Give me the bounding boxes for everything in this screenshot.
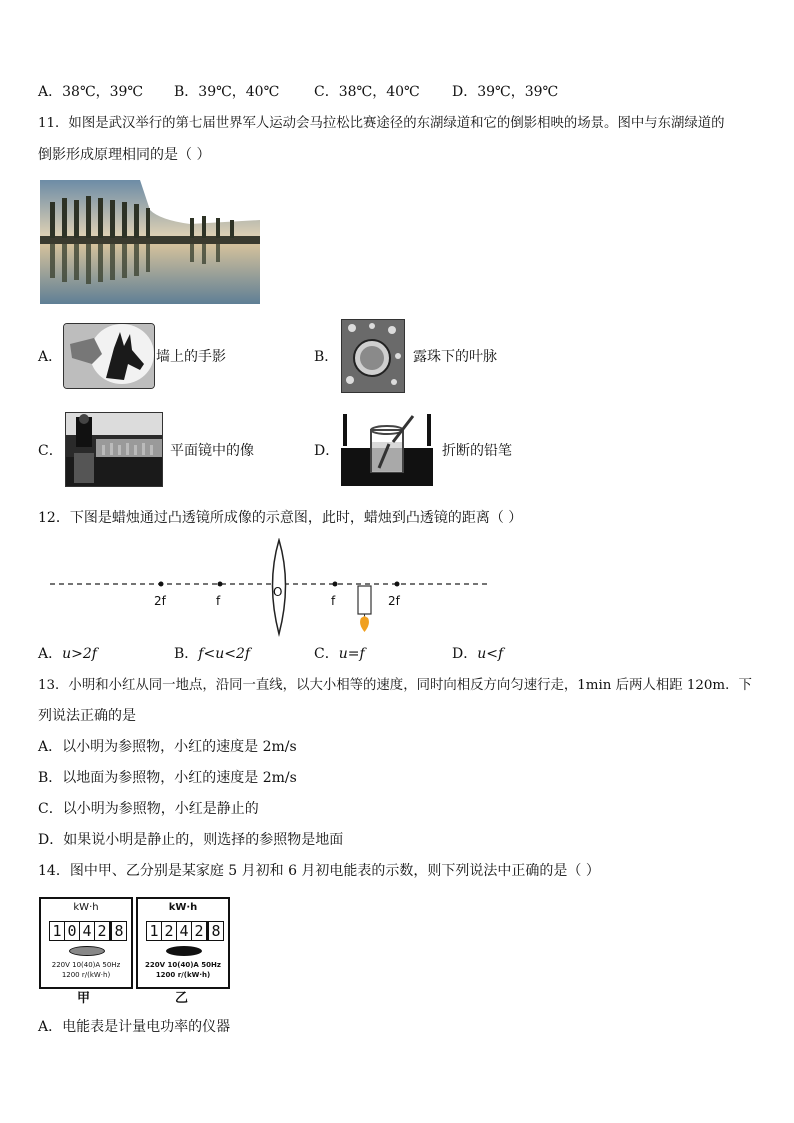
lake-reflection-photo: [40, 180, 260, 304]
q13-option-a: A．以小明为参照物，小红的速度是 2m/s: [38, 739, 297, 755]
q14-option-a: A．电能表是计量电功率的仪器: [38, 1019, 231, 1035]
bent-pencil-image: [341, 412, 433, 486]
q10-option-d: D．39℃，39℃: [452, 84, 559, 100]
meter-jia-digit: 8: [110, 922, 126, 940]
meter-yi-digit: 8: [207, 922, 223, 940]
q11-question-line1: 11．如图是武汉举行的第七届世界军人运动会马拉松比赛途径的东湖绿道和它的倒影相映的场景。图中与东湖绿道的: [38, 116, 725, 131]
q14-question-line1: 14．图中甲、乙分别是某家庭 5 月初和 6 月初电能表的示数，则下列说法中正确的是（ ）: [38, 863, 600, 879]
meter-yi-digit: 4: [177, 922, 192, 940]
meter-yi-disc: [166, 946, 202, 956]
q10-option-b: B．39℃，40℃: [174, 84, 280, 100]
point-right-f: [333, 582, 338, 587]
q12-option-b: B．f<u<2f: [174, 646, 251, 662]
meter-jia-digit: 4: [80, 922, 95, 940]
plane-mirror-image: [65, 412, 163, 487]
label-left-f: f: [216, 594, 221, 608]
q12-question-line1: 12．下图是蜡烛通过凸透镜所成像的示意图，此时，蜡烛到凸透镜的距离（ ）: [38, 510, 523, 526]
meter-jia-digit: 0: [65, 922, 80, 940]
meter-jia-digit: 1: [50, 922, 65, 940]
q11-option-c-key: C．: [38, 443, 63, 459]
meter-yi-digit: 1: [147, 922, 162, 940]
meter-jia-label: 甲: [77, 991, 91, 1006]
candle-flame: [360, 616, 369, 632]
meter-yi-label: 乙: [175, 991, 189, 1006]
lens-diagram: [50, 538, 490, 638]
lens-diagram-svg: [50, 538, 490, 638]
q11-option-b-key: B．: [314, 349, 339, 365]
electric-meter-jia: [39, 897, 133, 989]
meter-yi-digit: 2: [192, 922, 207, 940]
q13-option-d: D．如果说小明是静止的，则选择的参照物是地面: [38, 832, 344, 848]
meter-yi-unit: kW·h: [168, 902, 198, 913]
meter-jia-unit: kW·h: [73, 902, 99, 913]
q13-question-line1: 13．小明和小红从同一地点，沿同一直线，以大小相等的速度，同时向相反方向匀速行走，1min 后两人相距 120m．下: [38, 678, 752, 693]
q12-option-c: C．u=f: [314, 646, 365, 662]
q13-option-b: B．以地面为参照物，小红的速度是 2m/s: [38, 770, 297, 786]
meter-yi-spec2: 1200 r/(kW·h): [155, 971, 211, 979]
meter-yi-digit: 2: [162, 922, 177, 940]
q13-question-line2: 列说法正确的是: [38, 708, 136, 724]
q11-option-a-text: 墙上的手影: [156, 349, 226, 365]
q11-option-d-text: 折断的铅笔: [442, 443, 512, 459]
q10-option-c: C．38℃，40℃: [314, 84, 420, 100]
meter-yi-digits: [146, 921, 224, 941]
hand-shadow-image: [63, 323, 155, 389]
meter-jia-disc: [69, 946, 105, 956]
electric-meter-yi: [136, 897, 230, 989]
meter-jia-spec1: 220V 10(40)A 50Hz: [51, 961, 121, 969]
q13-option-c: C．以小明为参照物，小红是静止的: [38, 801, 259, 817]
point-left-f: [218, 582, 223, 587]
q12-option-d: D．u<f: [452, 646, 504, 662]
q11-option-a-key: A．: [38, 349, 63, 365]
q11-option-c-text: 平面镜中的像: [170, 443, 254, 459]
q11-option-d-key: D．: [314, 443, 340, 459]
dewdrop-leaf-image: [341, 319, 405, 393]
point-right-2f: [395, 582, 400, 587]
q11-option-b-text: 露珠下的叶脉: [413, 349, 497, 365]
meter-jia-digit: 2: [95, 922, 110, 940]
meter-jia-digits: [49, 921, 127, 941]
candle-body: [358, 586, 371, 614]
meter-jia-spec2: 1200 r/(kW·h): [61, 971, 111, 979]
meter-yi-spec1: 220V 10(40)A 50Hz: [145, 961, 221, 969]
point-left-2f: [159, 582, 164, 587]
label-right-f: f: [331, 594, 336, 608]
q12-option-a: A．u>2f: [38, 646, 97, 662]
q11-question-line2: 倒影形成原理相同的是（ ）: [38, 147, 211, 163]
label-right-2f: 2f: [388, 594, 400, 608]
q10-option-a: A．38℃，39℃: [38, 84, 144, 100]
label-optical-center: O: [273, 585, 283, 599]
label-left-2f: 2f: [154, 594, 166, 608]
